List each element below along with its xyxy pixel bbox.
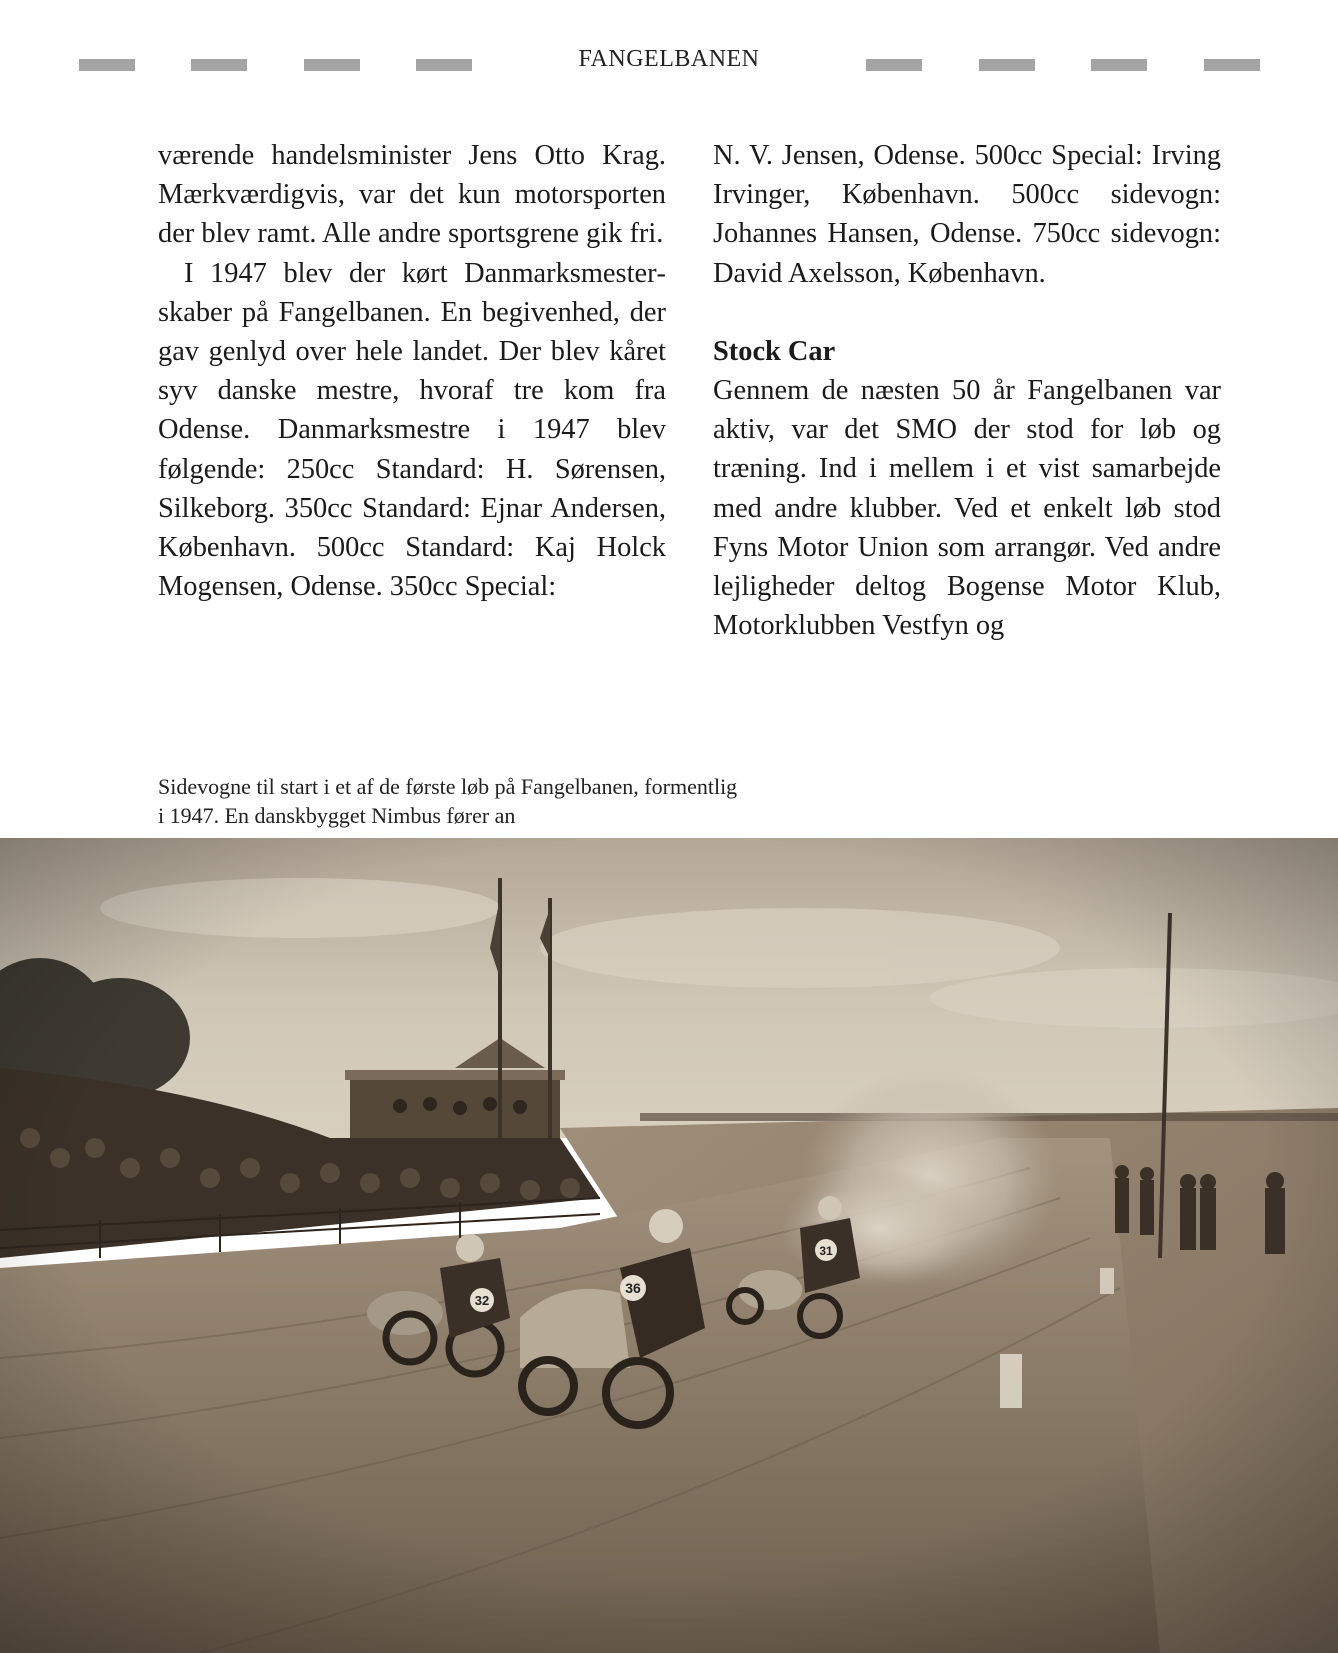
- running-header: [0, 44, 1338, 84]
- header-dash: [979, 59, 1035, 71]
- body-paragraph: Gennem de næsten 50 år Fangelbanen var aktiv, var det SMO der stod for løb og træning. Ind i mellem i et vist samarbejde med andre klubber. Ved et enkelt løb stod Fyns Motor Union som arrangør. Ved andre lejligheder deltog Bogense Motor Klub, Motorklubben Vestfyn og: [713, 375, 1221, 642]
- caption-line: i 1947. En danskbygget Nimbus fører an: [158, 803, 516, 828]
- section-heading: Stock Car: [713, 335, 836, 367]
- body-paragraph: N. V. Jensen, Odense. 500cc Special: Irving Irvinger, København. 500cc sidevogn: Johannes Hansen, Odense. 750cc sidevogn: David Axelsson, København.: [713, 140, 1221, 289]
- header-dash: [191, 59, 247, 71]
- body-paragraph: I 1947 blev der kørt Danmarksmesterskaber på Fangelbanen. En begivenhed, der gav genlyd over hele landet. Der blev kåret syv danske mestre, hvoraf tre kom fra Odense. Danmarksmestre i 1947 blev følgende: 250cc Standard: H. Sørensen, Silkeborg. 350cc Standard: Ejnar Andersen, København. 500cc Standard: Kaj Holck Mogensen, Odense. 350cc Special:: [158, 257, 666, 603]
- header-dash: [416, 59, 472, 71]
- header-dash: [1204, 59, 1260, 71]
- running-header-title: FANGELBANEN: [578, 46, 760, 72]
- header-dash: [866, 59, 922, 71]
- body-paragraph: værende handelsminister Jens Otto Krag. Mærkværdigvis, var det kun motorsporten der blev ramt. Alle andre sportsgrene gik fri.: [158, 140, 666, 250]
- header-dash: [1091, 59, 1147, 71]
- caption-line: Sidevogne til start i et af de første løb på Fangelbanen, formentlig: [158, 774, 738, 799]
- photo-caption: [158, 772, 858, 830]
- left-text-column: [158, 136, 666, 606]
- right-text-column: [713, 136, 1221, 645]
- header-dash: [304, 59, 360, 71]
- header-dash: [79, 59, 135, 71]
- sidecar-race-photo: [0, 838, 1338, 1653]
